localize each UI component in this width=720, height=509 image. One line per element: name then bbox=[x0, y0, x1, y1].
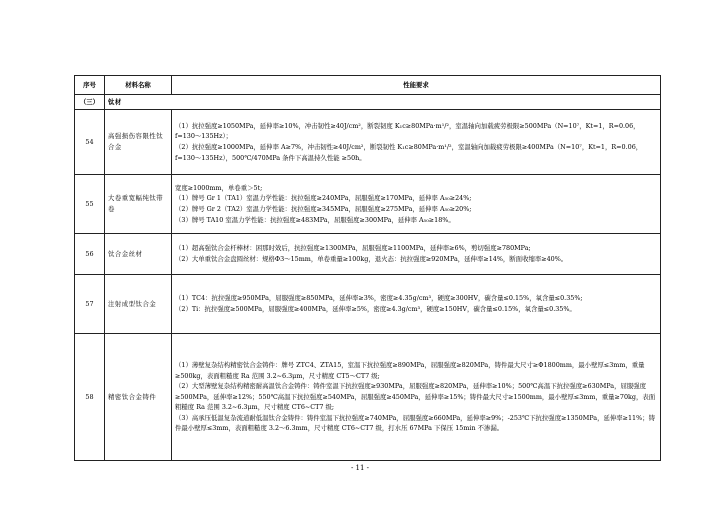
requirement-line: （1）超高强钛合金杆棒材：困那时效后，抗拉强度≥1300MPa，屈服强度≥1100MPa，延伸率≥6%，剪切强度≥780MPa; bbox=[175, 244, 531, 253]
row-number: 58 bbox=[75, 334, 105, 461]
requirement-line: （2）牌号 Gr 2（TA2）室温力学性能：抗拉强度≥345MPa，屈服强度≥275MPa，延伸率 A₅₀≥20%; bbox=[175, 205, 472, 213]
performance-requirements bbox=[172, 275, 661, 334]
table-row bbox=[75, 110, 661, 175]
material-name: 高强损伤容限性钛合金 bbox=[105, 110, 172, 175]
requirement-line: （2）大型薄壁复杂结构精密耐高温钛合金铸件：铸件室温下抗拉强度≥930MPa，屈服强度≥820MPa，延伸率≥10%；500℃高温下抗拉强度≥630MPa，屈服强度≥500MPa，延伸率≥12%；550℃高温下抗拉强度≥540MPa，屈服强度≥450MPa，延伸率≥15%；铸件最大尺寸≥1500mm，最小壁厚≤3mm，重量≥70kg，表面粗糙度 Ra 范围 3.2~6.3μm，尺寸精度 CT6~CT7 级; bbox=[175, 382, 656, 412]
material-name: 精密钛合金铸件 bbox=[105, 334, 172, 461]
requirement-line: （2）大单重钛合金盘圆丝材：规格Φ3～15mm，单卷重量≥100kg，退火态：抗拉强度≥920MPa，延伸率≥14%，断面收缩率≥40%。 bbox=[175, 255, 568, 263]
section-number: （三） bbox=[75, 95, 105, 110]
header-material-name: 材料名称 bbox=[105, 76, 172, 95]
requirement-line: （1）抗拉强度≥1050MPa，延伸率≥10%，冲击韧性≥40J/cm²，断裂韧度 K₁c≥80MPa·m¹/²，室温轴向加载疲劳极限≥500MPa（N=10⁷，Kt=1，R=0.06，f=130～135Hz）； bbox=[175, 121, 640, 141]
material-name: 钛合金丝材 bbox=[105, 234, 172, 275]
requirement-line: （2）Ti：抗拉强度≥500MPa，屈服强度≥400MPa，延伸率≥5%，密度≥4.3g/cm³，硬度≥150HV，碳含量≤0.15%，氧含量≤0.35%。 bbox=[175, 305, 576, 313]
requirement-line: （2）抗拉强度≥1000MPa，延伸率 A≥7%，冲击韧性≥40J/cm²，断裂韧性 K₁c≥80MPa·m¹/²，室温轴向加载疲劳极限≥400MPa（N=10⁷，Kt=1，R=0.06，f=130～135Hz），500℃/470MPa 条件下高温持久性能 ≥50h。 bbox=[175, 143, 643, 162]
row-number: 54 bbox=[75, 110, 105, 175]
material-name: 注射成型钛合金 bbox=[105, 275, 172, 334]
requirement-line: 宽度≥1000mm，单卷重＞5t; bbox=[175, 183, 263, 192]
table-row bbox=[75, 234, 661, 275]
performance-requirements bbox=[172, 334, 661, 461]
requirement-line: （1）TC4：抗拉强度≥950MPa，屈服强度≥850MPa，延伸率≥3%，密度≥4.35g/cm³，硬度≥300HV，碳含量≤0.15%，氧含量≤0.35%; bbox=[175, 294, 583, 303]
header-no: 序号 bbox=[75, 76, 105, 95]
requirement-line: （1）薄壁复杂结构精密钛合金铸件：牌号 ZTC4、ZTA15，室温下抗拉强度≥890MPa，屈服强度≥820MPa，铸件最大尺寸≥Φ1800mm，最小壁厚≤3mm，重量≥500kg，表面粗糙度 Ra 范围 3.2~6.3μm，尺寸精度 CT5～CT7 级; bbox=[175, 360, 645, 380]
row-number: 55 bbox=[75, 175, 105, 234]
page-number: - 11 - bbox=[350, 464, 370, 472]
requirement-line: （1）牌号 Gr 1（TA1）室温力学性能：抗拉强度≥240MPa，屈服强度≥170MPa，延伸率 A₅₀≥24%; bbox=[175, 194, 472, 203]
performance-requirements bbox=[172, 234, 661, 275]
table-row bbox=[75, 175, 661, 234]
row-number: 57 bbox=[75, 275, 105, 334]
requirement-line: （3）高承压低温复杂流道耐低温钛合金铸件：铸件室温下抗拉强度≥740MPa，屈服强度≥660MPa，延伸率≥9%；-253℃下抗拉强度≥1350MPa，延伸率≥11%；铸件最小壁厚≤3mm，表面粗糙度 3.2～6.3mm，尺寸精度 CT6~CT7 级，打水压 67MPa 下保压 15min 不渗漏。 bbox=[175, 413, 655, 433]
table-header-row bbox=[75, 76, 661, 95]
table-row bbox=[75, 275, 661, 334]
section-row-titanium bbox=[75, 95, 661, 110]
table-row bbox=[75, 334, 661, 461]
performance-requirements bbox=[172, 175, 661, 234]
row-number: 56 bbox=[75, 234, 105, 275]
material-spec-table bbox=[74, 75, 661, 461]
material-name: 大卷重宽幅纯钛带卷 bbox=[105, 175, 172, 234]
requirement-line: （3）牌号 TA10 室温力学性能：抗拉强度≥483MPa，屈服强度≥300MPa，延伸率 A₅₀≥18%。 bbox=[175, 215, 455, 224]
header-performance-requirements: 性能要求 bbox=[172, 76, 661, 95]
section-title: 钛材 bbox=[105, 95, 661, 110]
performance-requirements bbox=[172, 110, 661, 175]
